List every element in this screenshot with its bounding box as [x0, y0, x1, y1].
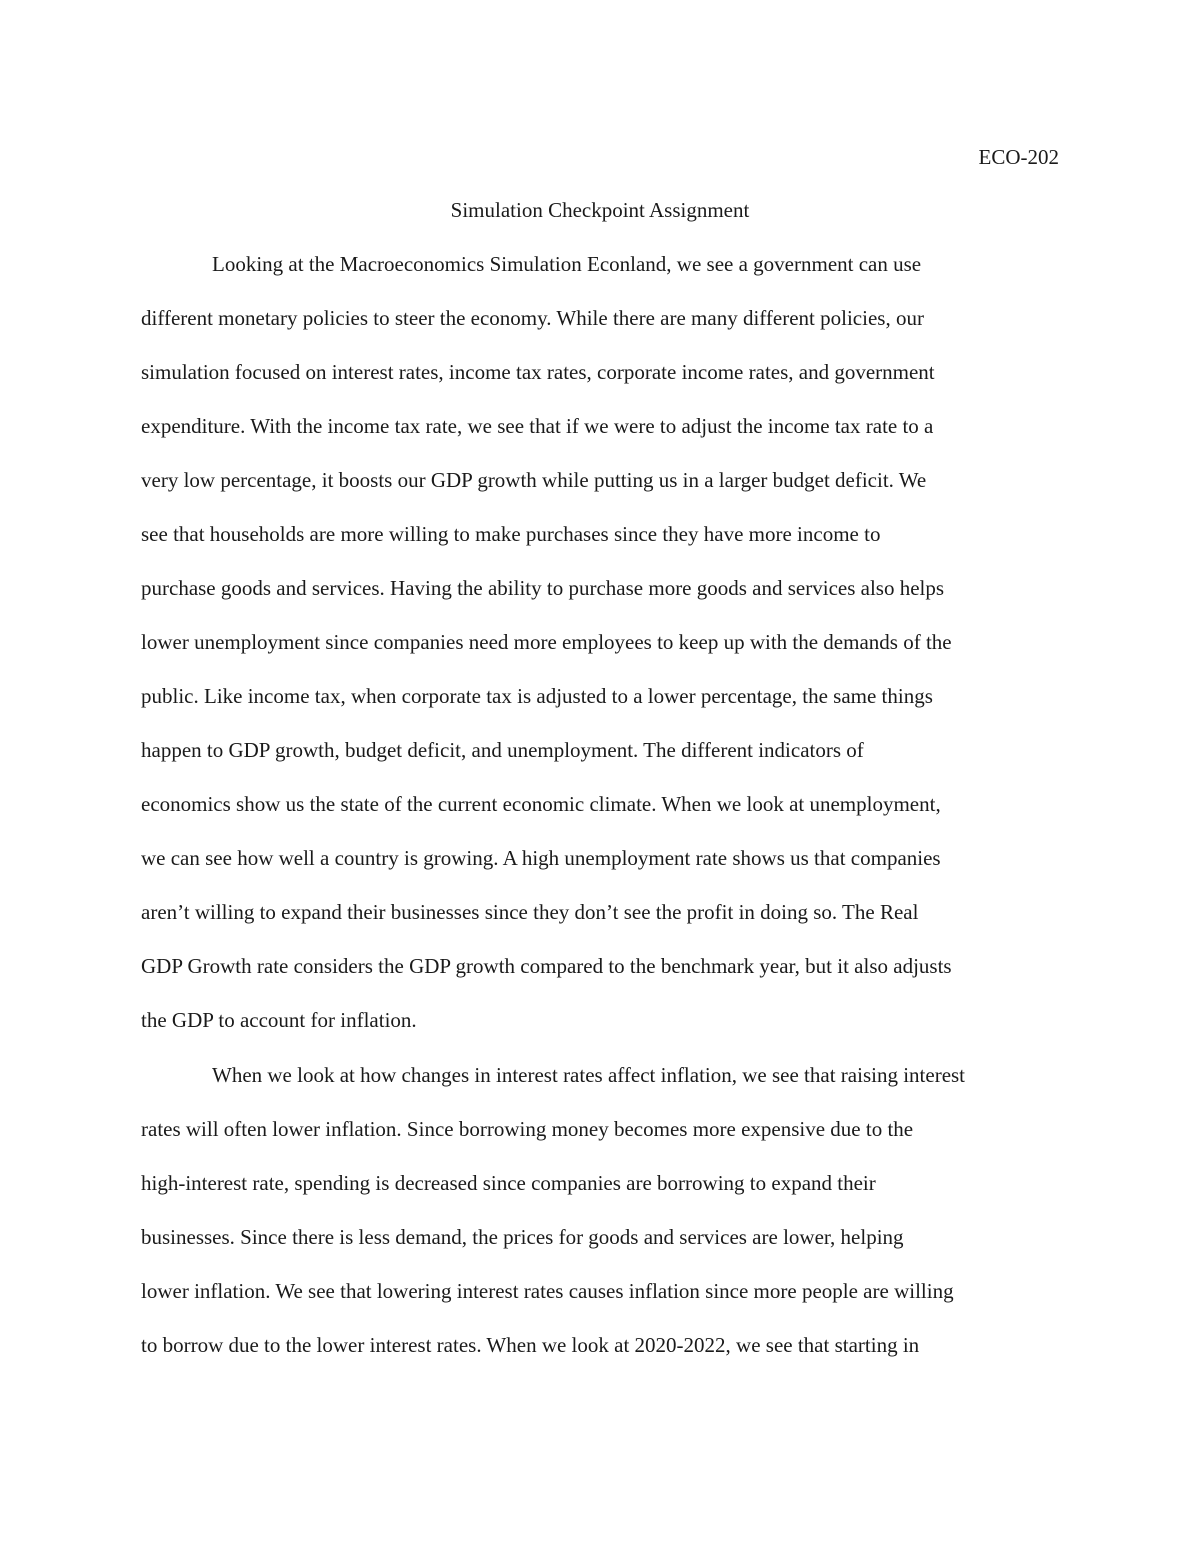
document-title: Simulation Checkpoint Assignment [450, 198, 750, 222]
text-line: When we look at how changes in interest rates affect inflation, we see that raising interest [212, 1063, 966, 1087]
text-line: see that households are more willing to make purchases since they have more income to [141, 522, 881, 546]
text-line: very low percentage, it boosts our GDP growth while putting us in a larger budget deficit. We [141, 468, 927, 492]
text-line: expenditure. With the income tax rate, we see that if we were to adjust the income tax rate to a [141, 414, 934, 438]
text-line: rates will often lower inflation. Since borrowing money becomes more expensive due to the [141, 1117, 914, 1141]
text-line: the GDP to account for inflation. [141, 1008, 417, 1032]
text-line: lower unemployment since companies need more employees to keep up with the demands of the [141, 630, 952, 654]
text-line: purchase goods and services. Having the ability to purchase more goods and services also helps [141, 576, 945, 600]
text-line: public. Like income tax, when corporate tax is adjusted to a lower percentage, the same things [141, 684, 933, 708]
text-line: simulation focused on interest rates, income tax rates, corporate income rates, and government [141, 360, 935, 384]
text-line: happen to GDP growth, budget deficit, and unemployment. The different indicators of [141, 738, 864, 762]
text-line: to borrow due to the lower interest rates. When we look at 2020-2022, we see that starting in [141, 1333, 920, 1357]
text-line: Looking at the Macroeconomics Simulation Econland, we see a government can use [212, 252, 922, 276]
text-line: different monetary policies to steer the economy. While there are many different policies, our [141, 306, 924, 330]
course-code: ECO-202 [978, 145, 1059, 169]
text-line: aren’t willing to expand their businesses since they don’t see the profit in doing so. The Real [141, 900, 919, 924]
text-line: lower inflation. We see that lowering interest rates causes inflation since more people are willing [141, 1279, 954, 1303]
text-line: high-interest rate, spending is decreased since companies are borrowing to expand their [141, 1171, 876, 1195]
text-line: GDP Growth rate considers the GDP growth compared to the benchmark year, but it also adjusts [141, 954, 952, 978]
text-line: economics show us the state of the current economic climate. When we look at unemployment, [141, 792, 941, 816]
text-line: businesses. Since there is less demand, the prices for goods and services are lower, helping [141, 1225, 904, 1249]
text-line: we can see how well a country is growing. A high unemployment rate shows us that companies [141, 846, 941, 870]
